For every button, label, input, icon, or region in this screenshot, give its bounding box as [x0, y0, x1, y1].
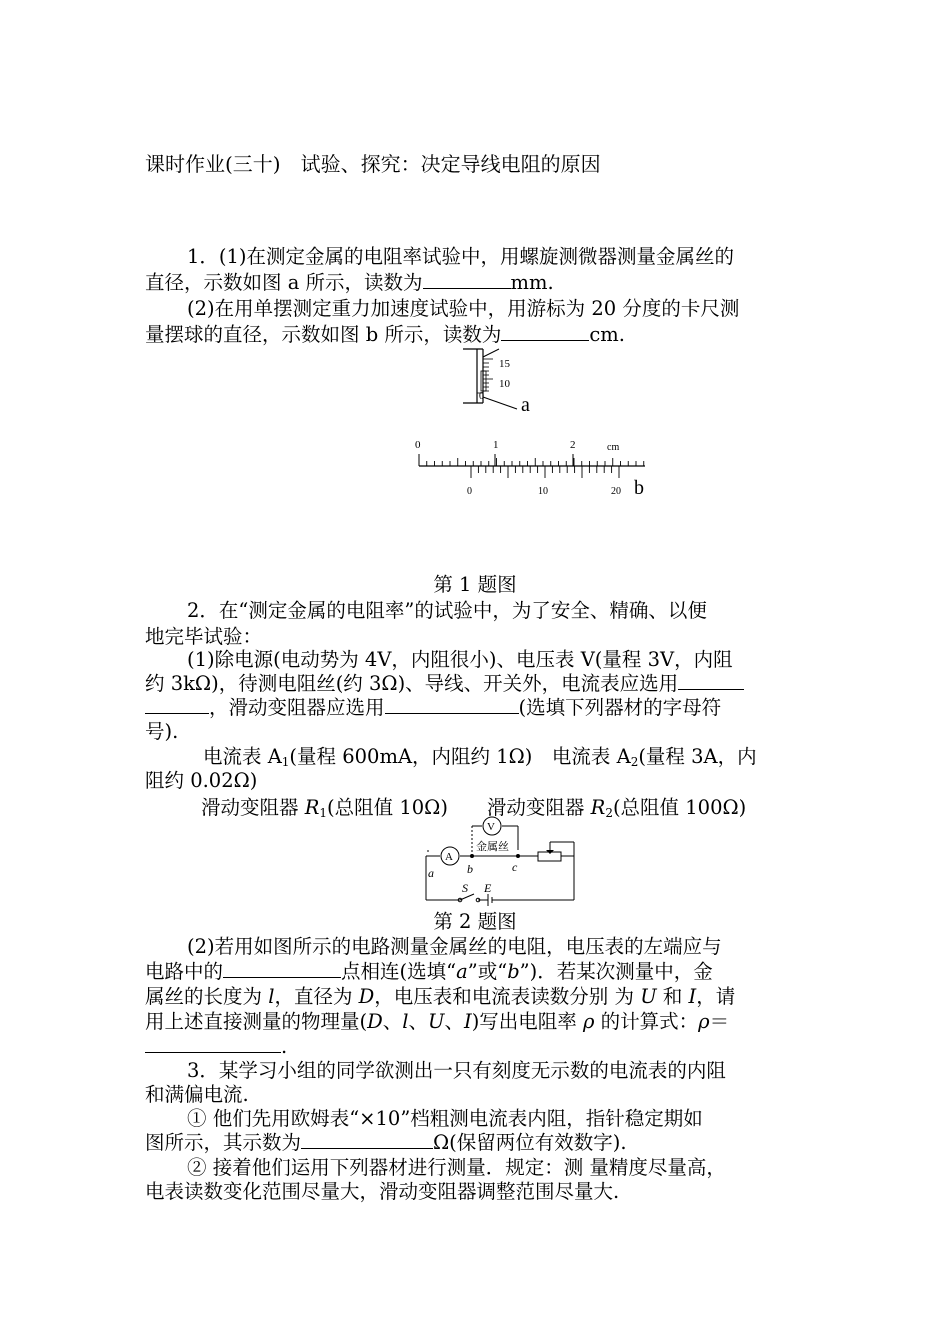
- q2-part2-line-2: 电路中的 点相连(选填“a”或“b”)．若某次测量中，金: [145, 960, 713, 983]
- micrometer-tick-15: 15: [499, 358, 510, 370]
- figure-1-caption: 第 1 题图: [433, 573, 517, 596]
- micrometer-figure: [455, 345, 545, 417]
- q2-line-6: 号).: [145, 720, 179, 743]
- answer-blank[interactable]: [145, 695, 209, 714]
- answer-blank[interactable]: [423, 270, 511, 289]
- q2-line-3: (1)除电源(电动势为 4V，内阻很小)、电压表 V(量程 3V，内阻: [187, 648, 733, 671]
- micrometer-tick-0: 0: [479, 391, 484, 402]
- q3-line-2: 和满偏电流.: [145, 1083, 249, 1106]
- answer-blank[interactable]: [145, 1034, 281, 1053]
- answer-blank[interactable]: [301, 1130, 433, 1149]
- main-scale-tick-2: 2: [570, 439, 576, 451]
- q2-part2-line-5: .: [145, 1034, 805, 1060]
- micrometer-tick-10: 10: [499, 378, 510, 390]
- page-title: 课时作业(三十) 试验、探究：决定导线电阻的原因: [145, 152, 601, 176]
- q2-rheostat-options: 滑动变阻器 $R_1$(总阻值 10Ω) 滑动变阻器 $R_2$(总阻值 100Ω): [201, 796, 747, 820]
- node-a-label: a: [428, 866, 434, 880]
- q2-line-2: 地完毕试验：: [145, 625, 263, 648]
- vernier-tick-10: 10: [538, 486, 548, 497]
- q2-part2-line-3: 属丝的长度为 l，直径为 D，电压表和电流表读数分别 为 U 和 I，请: [145, 985, 736, 1008]
- answer-blank[interactable]: [678, 671, 744, 690]
- q3-line-4: 图所示，其示数为 Ω(保留两位有效数字).: [145, 1131, 627, 1154]
- main-scale-tick-0: 0: [415, 439, 421, 451]
- voltmeter-symbol: V: [487, 821, 495, 833]
- q2-line-4: 约 3kΩ)，待测电阻丝(约 3Ω)、导线、开关外，电流表应选用: [145, 671, 805, 697]
- q1-line-3: (2)在用单摆测定重力加速度试验中，用游标为 20 分度的卡尺测: [187, 297, 740, 320]
- node-b-label: b: [467, 862, 473, 876]
- q1-line-4: 量摆球的直径，示数如图 b 所示，读数为 cm.: [145, 323, 626, 346]
- q2-part2-line-1: (2)若用如图所示的电路测量金属丝的电阻，电压表的左端应与: [187, 935, 722, 958]
- figure-a-label: a: [521, 394, 530, 416]
- source-label: E: [484, 881, 492, 895]
- q2-line-8: 阻约 0.02Ω): [145, 769, 258, 792]
- vernier-caliper-figure: [405, 432, 675, 504]
- answer-blank[interactable]: [385, 695, 519, 714]
- answer-blank[interactable]: [501, 322, 589, 341]
- q1-line-1: 1．(1)在测定金属的电阻率试验中，用螺旋测微器测量金属丝的: [187, 245, 735, 268]
- main-scale-tick-1: 1: [493, 439, 499, 451]
- vernier-tick-0: 0: [467, 486, 472, 497]
- q2-ammeter-options: 电流表 $A_1$(量程 600mA，内阻约 1Ω) 电流表 $A_2$(量程 3A，内: [203, 745, 757, 769]
- circuit-diagram: [418, 814, 582, 908]
- q2-line-5: ，滑动变阻器应选用 (选填下列器材的字母符: [145, 695, 805, 721]
- q2-line-1: 2．在“测定金属的电阻率”的试验中，为了安全、精确、以便: [187, 599, 707, 622]
- node-c-label: c: [512, 860, 518, 874]
- q3-line-6: 电表读数变化范围尽量大，滑动变阻器调整范围尽量大.: [145, 1180, 620, 1203]
- q3-line-1: 3．某学习小组的同学欲测出一只有刻度无示数的电流表的内阻: [187, 1059, 726, 1082]
- q3-line-3: ① 他们先用欧姆表“×10”档粗测电流表内阻，指针稳定期如: [187, 1107, 703, 1130]
- answer-blank[interactable]: [223, 959, 341, 978]
- figure-b-label: b: [634, 477, 644, 499]
- vernier-tick-20: 20: [611, 486, 621, 497]
- q3-line-5: ② 接着他们运用下列器材进行测量．规定：测 量精度尽量高，: [187, 1156, 726, 1179]
- main-scale-unit: cm: [607, 442, 620, 453]
- switch-label: S: [462, 881, 468, 895]
- ammeter-symbol: A: [445, 851, 453, 863]
- q2-part2-line-4: 用上述直接测量的物理量(D、l、U、I)写出电阻率 ρ 的计算式：ρ＝: [145, 1010, 730, 1033]
- figure-2-caption: 第 2 题图: [433, 910, 517, 933]
- q1-line-2: 直径，示数如图 a 所示，读数为 mm.: [145, 271, 554, 294]
- wire-label: 金属丝: [476, 841, 509, 853]
